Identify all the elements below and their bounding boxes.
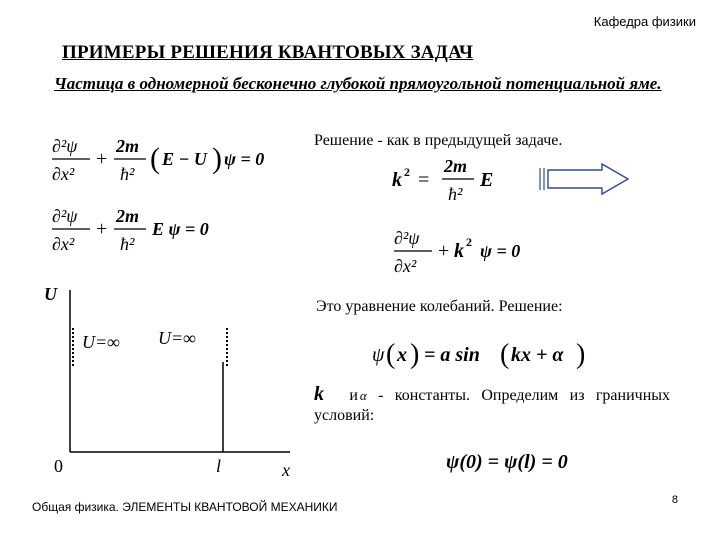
wave-number-equation [388,152,528,212]
well-width-label: l [216,456,222,476]
svg-text:∂²ψ: ∂²ψ [394,228,420,248]
u-infinity-left-label: U=∞ [82,332,120,352]
svg-text:=: = [418,169,430,191]
svg-text:+: + [96,218,108,240]
page-title: ПРИМЕРЫ РЕШЕНИЯ КВАНТОВЫХ ЗАДАЧ [62,42,474,63]
problem-subtitle: Частица в одномерной бесконечно глубокой прямоугольной потенциальной яме. [54,74,662,93]
eq1-tail: ψ = 0 [224,149,265,169]
svg-text:+: + [96,148,108,170]
svg-text:ħ²: ħ² [120,164,135,184]
svg-text:∂x²: ∂x² [52,164,75,184]
oscillation-note: Это уравнение колебаний. Решение: [316,298,563,315]
origin-label: 0 [54,456,63,476]
eq3-E: E [480,169,494,191]
general-solution-equation [370,335,600,375]
eq1-energy-term: E − U [162,149,207,169]
svg-text:(: ( [150,142,160,175]
svg-text:k: k [454,240,464,262]
svg-text:∂x²: ∂x² [52,234,75,254]
svg-text:2m: 2m [444,156,468,176]
eq3-k: k [392,169,402,191]
svg-text:ħ²: ħ² [448,184,463,204]
constants-separator: и [349,387,358,404]
eq4-tail: ψ = 0 [480,241,521,261]
footer-text: Общая физика. ЭЛЕМЕНТЫ КВАНТОВОЙ МЕХАНИКИ [32,500,338,514]
svg-text:2: 2 [466,235,472,249]
svg-text:): ) [576,339,586,370]
arrow-right-icon [538,162,630,196]
svg-text:+: + [438,240,450,262]
axis-x-label: x [282,460,290,480]
axis-u-label: U [44,284,57,304]
schrodinger-equation-general [50,128,280,192]
svg-text:∂²ψ: ∂²ψ [52,206,78,226]
solution-note: Решение - как в предыдущей задаче. [314,132,563,149]
constants-note: k и α - константы. Определим из граничных условий: [314,383,671,424]
boundary-conditions-equation [444,444,614,476]
svg-text:ħ²: ħ² [120,234,135,254]
svg-text:(: ( [500,339,510,370]
svg-text:(: ( [386,339,396,370]
potential-well-diagram [40,282,310,482]
oscillation-equation [392,222,552,282]
eq5-argument: kx + α [511,344,564,366]
eq6: ψ(0) = ψ(l) = 0 [446,451,568,473]
constants-text: - константы. Определим из граничных условий: [314,387,671,424]
svg-text:): ) [410,339,420,370]
schrodinger-equation-well [50,198,280,262]
eq5-psi: ψ [372,344,385,366]
eq5-rhs: = a sin [424,344,480,366]
svg-text:2m: 2m [116,206,140,226]
svg-text:∂²ψ: ∂²ψ [52,136,78,156]
svg-text:2m: 2m [116,136,140,156]
department-label: Кафедра физики [593,14,696,29]
u-infinity-right-label: U=∞ [158,328,196,348]
svg-text:): ) [212,142,222,175]
svg-text:∂x²: ∂x² [394,256,417,276]
svg-text:x: x [397,344,407,366]
page-number: 8 [671,494,678,506]
svg-text:2: 2 [404,165,410,179]
eq2-tail: E ψ = 0 [152,219,209,239]
